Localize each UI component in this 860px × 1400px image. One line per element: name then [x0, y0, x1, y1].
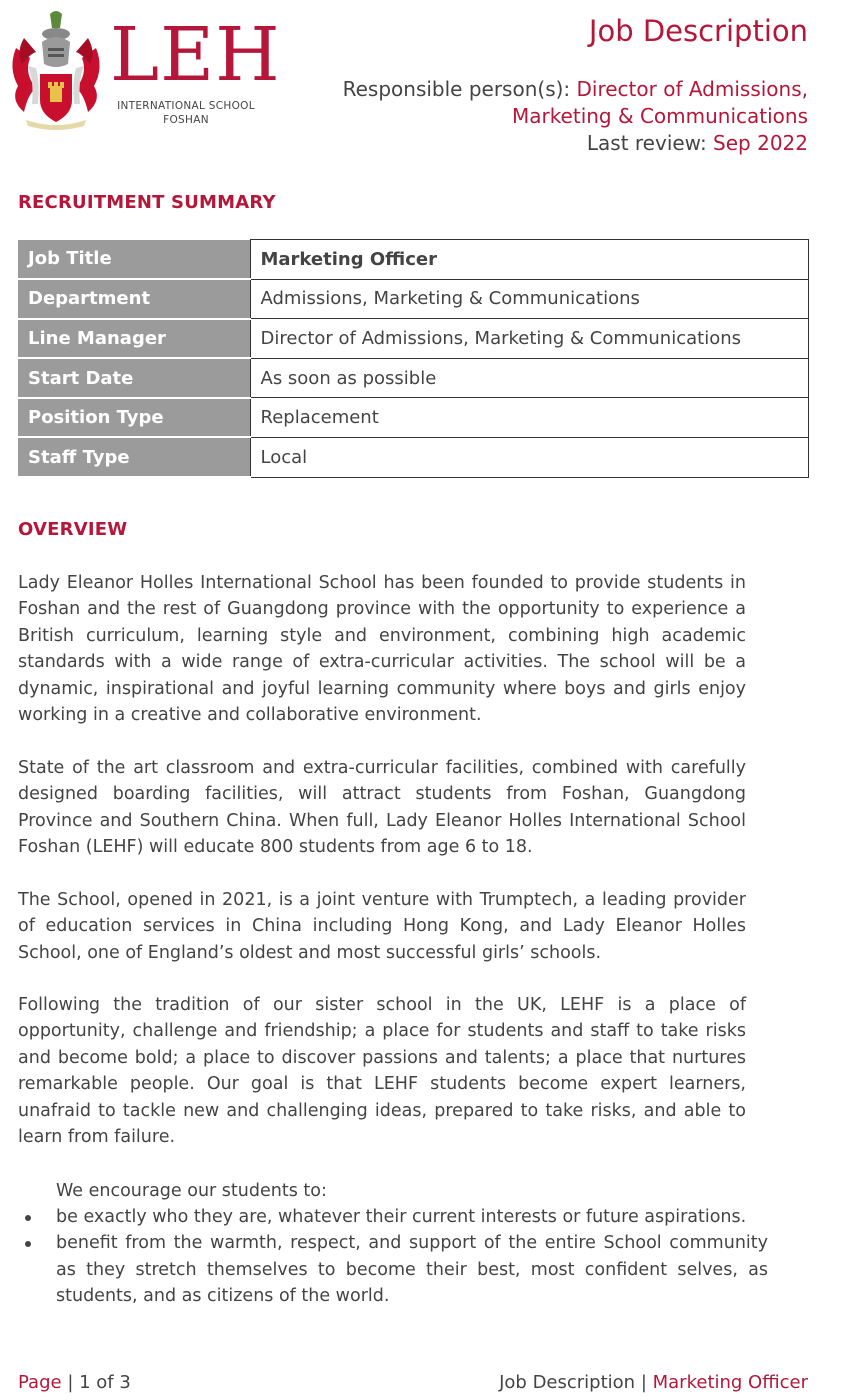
bullet-icon — [25, 1241, 31, 1247]
row-value: Marketing Officer — [250, 240, 809, 280]
school-logo — [6, 8, 281, 128]
responsible-persons — [268, 76, 808, 130]
table-row — [18, 279, 809, 319]
footer-page-label: Page — [18, 1372, 62, 1393]
overview-paragraph: Following the tradition of our sister school in the UK, LEHF is a place of opportunity, challenge and friendship; a place for students and staff to take risks and become bold; a place to discover passions and talents; a place that nurtures remarkable people. Our goal is that LEHF students become expert learners, unafraid to tackle new and challenging ideas, prepared to take risks, and able to learn from failure. — [18, 995, 746, 1148]
footer-page-count: 1 of 3 — [79, 1372, 131, 1393]
review-label: Last review: — [586, 131, 707, 155]
last-review — [587, 130, 808, 157]
row-value: Local — [250, 437, 809, 477]
list-item — [56, 1204, 768, 1230]
overview-paragraph: State of the art classroom and extra-curricular facilities, combined with carefully designed boarding facilities, will attract students from Foshan, Guangdong Province and Southern China. When full, Lady Eleanor Holles International School Foshan (LEHF) will educate 800 students from age 6 to 18. — [18, 758, 746, 858]
table-row — [18, 240, 809, 280]
overview-paragraph: Lady Eleanor Holles International School has been founded to provide students in Foshan and the rest of Guangdong province with the opportunity to experience a British curriculum, learning style and environment, combining high academic standards with a wide range of extra-curricular activities. The school will be a dynamic, inspirational and joyful learning community where boys and girls enjoy working in a creative and collaborative environment. — [18, 573, 746, 726]
table-row — [18, 358, 809, 398]
overview-heading: OVERVIEW — [18, 519, 128, 540]
footer-doc-info — [499, 1372, 808, 1393]
footer-doc-label: Job Description — [499, 1372, 636, 1393]
logo-subtitle — [108, 99, 264, 127]
table-row — [18, 319, 809, 359]
responsible-value: Director of Admissions, Marketing & Communications — [511, 77, 808, 128]
document-title: Job Description — [588, 14, 808, 48]
row-label: Line Manager — [18, 319, 250, 359]
bullet-icon — [25, 1215, 31, 1221]
review-value: Sep 2022 — [713, 131, 808, 155]
row-label: Department — [18, 279, 250, 319]
list-item — [56, 1230, 768, 1309]
recruitment-summary-table — [18, 239, 809, 478]
table-row — [18, 398, 809, 438]
row-label: Staff Type — [18, 437, 250, 477]
logo-subtitle-line1: INTERNATIONAL SCHOOL — [117, 100, 255, 112]
logo-wordmark: LEH — [110, 12, 281, 98]
overview-paragraph: The School, opened in 2021, is a joint venture with Trumptech, a leading provider of education services in China including Hong Kong, and Lady Eleanor Holles School, one of England’s oldest and most successful girls’ schools. — [18, 890, 746, 963]
crest-icon — [6, 8, 106, 130]
footer-doc-separator: | — [640, 1372, 647, 1393]
row-label: Position Type — [18, 398, 250, 438]
row-value: Replacement — [250, 398, 809, 438]
responsible-label: Responsible person(s): — [342, 77, 571, 101]
bullet-intro: We encourage our students to: — [56, 1181, 327, 1201]
recruitment-summary-heading: RECRUITMENT SUMMARY — [18, 192, 276, 213]
footer-page-separator: | — [67, 1372, 74, 1393]
logo-subtitle-line2: FOSHAN — [163, 114, 209, 126]
row-value: Admissions, Marketing & Communications — [250, 279, 809, 319]
row-label: Start Date — [18, 358, 250, 398]
row-value: As soon as possible — [250, 358, 809, 398]
table-row — [18, 437, 809, 477]
footer-job-title: Marketing Officer — [652, 1372, 808, 1393]
row-label: Job Title — [18, 240, 250, 280]
encouragement-list — [56, 1204, 768, 1310]
list-item-text: benefit from the warmth, respect, and support of the entire School community as they stretch themselves to become their best, most confident selves, as students, and as citizens of the world. — [56, 1233, 768, 1307]
list-item-text: be exactly who they are, whatever their current interests or future aspirations. — [56, 1207, 747, 1227]
row-value: Director of Admissions, Marketing & Communications — [250, 319, 809, 359]
footer-page-number — [18, 1372, 131, 1393]
